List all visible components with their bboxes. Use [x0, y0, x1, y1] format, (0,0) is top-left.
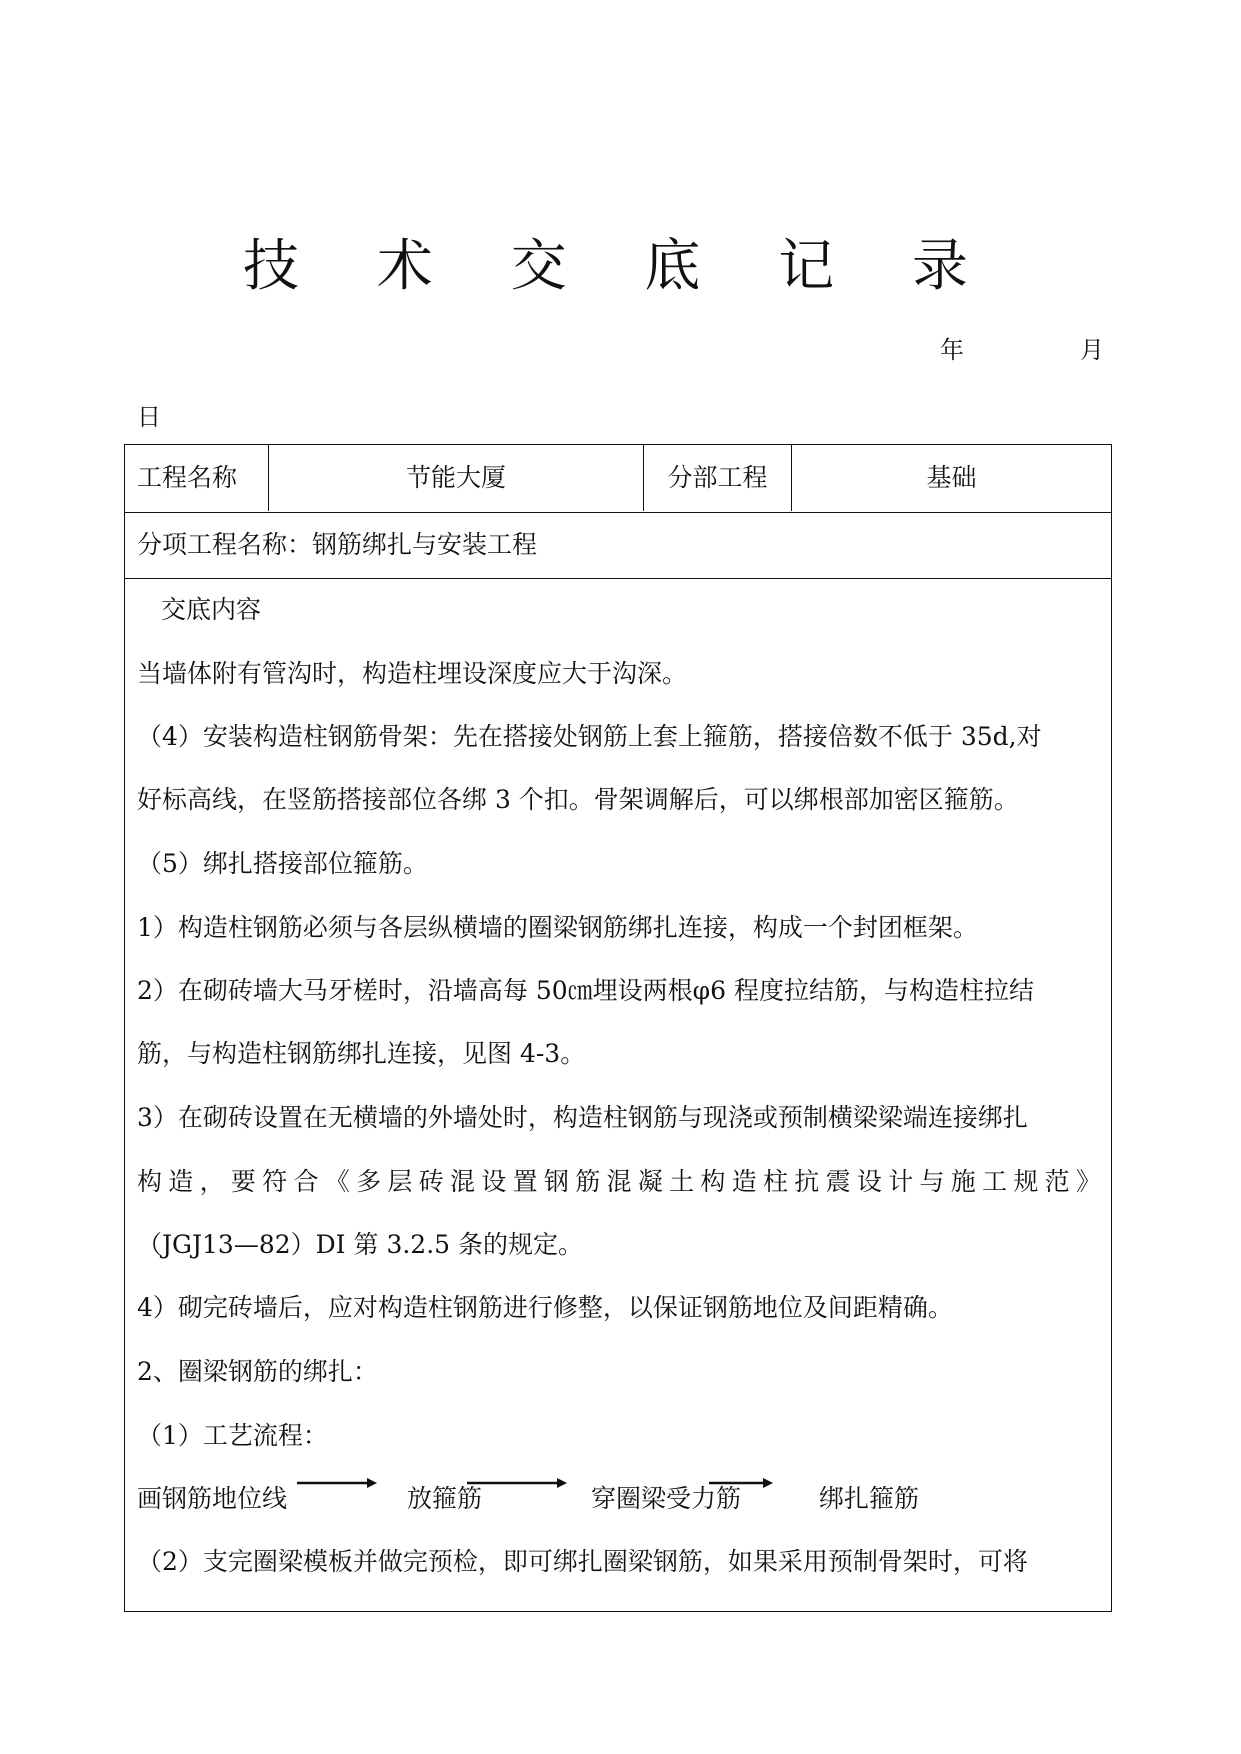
- record-table: [124, 444, 1112, 1612]
- project-name-label: 工程名称: [125, 445, 269, 511]
- content-line: （2）支完圈梁模板并做完预检，即可绑扎圈梁钢筋，如果采用预制骨架时，可将: [137, 1547, 1028, 1576]
- subitem-name-row: 分项工程名称：钢筋绑扎与安装工程: [125, 513, 1111, 579]
- flow-arrow-icon: [467, 1477, 567, 1489]
- date-day-label: 日: [137, 403, 161, 431]
- content-line: 1）构造柱钢筋必须与各层纵横墙的圈梁钢筋绑扎连接，构成一个封团框架。: [137, 913, 978, 942]
- content-heading: 交底内容: [161, 595, 262, 624]
- division-value: 基础: [926, 463, 977, 492]
- division-label: 分部工程: [644, 445, 792, 511]
- content-line: 3）在砌砖设置在无横墙的外墙处时，构造柱钢筋与现浇或预制横梁梁端连接绑扎: [137, 1103, 1028, 1132]
- flow-step: 放箍筋: [407, 1484, 483, 1513]
- content-line: 2）在砌砖墙大马牙槎时，沿墙高每 50㎝埋设两根φ6 程度拉结筋，与构造柱拉结: [137, 976, 1035, 1005]
- content-line: （4）安装构造柱钢筋骨架：先在搭接处钢筋上套上箍筋，搭接倍数不低于 35d,对: [137, 722, 1042, 751]
- flow-arrow-icon: [297, 1477, 377, 1489]
- flow-step: 穿圈梁受力筋: [591, 1484, 742, 1513]
- content-line: 当墙体附有管沟时，构造柱埋设深度应大于沟深。: [137, 659, 688, 688]
- content-line: 好标高线，在竖筋搭接部位各绑 3 个扣。骨架调解后，可以绑根部加密区箍筋。: [137, 785, 1019, 814]
- document-title: 技 术 交 底 记 录: [242, 234, 998, 299]
- header-row: [125, 445, 1111, 513]
- flow-step: 绑扎箍筋: [819, 1484, 920, 1513]
- date-year-label: 年: [940, 336, 964, 364]
- content-line: 筋，与构造柱钢筋绑扎连接，见图 4-3。: [137, 1039, 586, 1068]
- date-month-label: 月: [1080, 336, 1104, 364]
- content-line: 构造，要符合《多层砖混设置钢筋混凝土构造柱抗震设计与施工规范》: [137, 1167, 1101, 1196]
- flow-arrow-icon: [709, 1477, 773, 1489]
- process-flow: [137, 1467, 1101, 1527]
- flow-step: 画钢筋地位线: [137, 1484, 288, 1513]
- project-name-value: 节能大厦: [269, 445, 644, 511]
- content-line: 2、圈梁钢筋的绑扎：: [137, 1357, 378, 1386]
- content-line: （5）绑扎搭接部位箍筋。: [137, 849, 428, 878]
- content-line: 4）砌完砖墙后，应对构造柱钢筋进行修整，以保证钢筋地位及间距精确。: [137, 1293, 953, 1322]
- content-line: （1）工艺流程：: [137, 1421, 328, 1450]
- content-line: （JGJ13—82）DI 第 3.2.5 条的规定。: [137, 1230, 584, 1259]
